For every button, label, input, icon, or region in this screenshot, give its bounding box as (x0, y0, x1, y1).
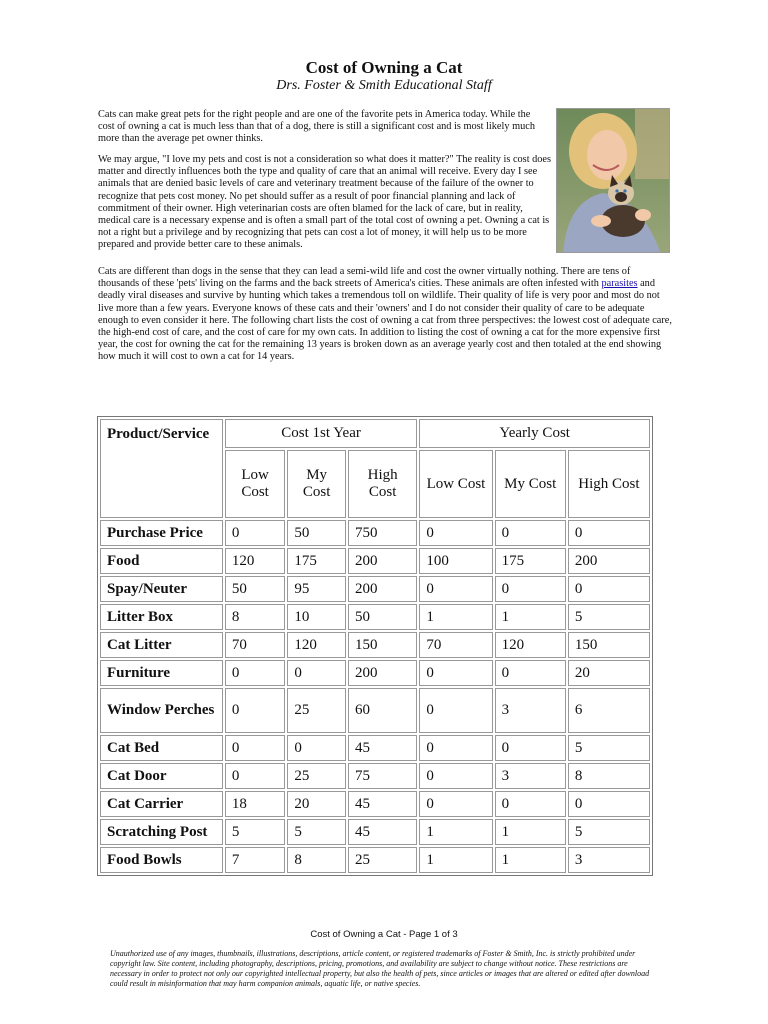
cost-cell: 0 (568, 791, 650, 817)
cost-cell: 0 (495, 735, 566, 761)
cost-cell: 750 (348, 520, 417, 546)
intro-paragraph: Cats can make great pets for the right people and are one of the favorite pets in America today. While the cost of owning a cat is much less than that of a dog, there is still a significant cost and is most likely much more than the average pet owner thinks. (98, 109, 535, 145)
cost-cell: 0 (495, 576, 566, 602)
cost-cell: 6 (568, 688, 650, 733)
cost-cell: 5 (568, 819, 650, 845)
cost-cell: 0 (419, 735, 492, 761)
woman-with-cat-photo (556, 108, 670, 253)
table-row (100, 819, 650, 845)
subheader-cell: High Cost (348, 450, 417, 518)
cost-cell: 50 (287, 520, 346, 546)
page-subtitle: Drs. Foster & Smith Educational Staff (276, 78, 492, 93)
cost-cell: 200 (348, 576, 417, 602)
table-row (100, 763, 650, 789)
row-label: Spay/Neuter (100, 576, 223, 602)
cost-cell: 25 (287, 688, 346, 733)
cost-cell: 150 (348, 632, 417, 658)
cost-cell: 8 (225, 604, 286, 630)
table-row (100, 632, 650, 658)
cost-cell: 5 (287, 819, 346, 845)
table-row (100, 576, 650, 602)
row-label: Cat Bed (100, 735, 223, 761)
cost-cell: 5 (568, 735, 650, 761)
cost-cell: 0 (495, 520, 566, 546)
subheader-cell: My Cost (495, 450, 566, 518)
cost-cell: 10 (287, 604, 346, 630)
cost-cell: 50 (225, 576, 286, 602)
table-header-product: Product/Service (100, 419, 223, 518)
cost-cell: 0 (568, 520, 650, 546)
cost-cell: 1 (495, 819, 566, 845)
row-label: Litter Box (100, 604, 223, 630)
cost-cell: 3 (495, 763, 566, 789)
table-row (100, 791, 650, 817)
row-label: Purchase Price (100, 520, 223, 546)
cost-cell: 8 (287, 847, 346, 873)
row-label: Scratching Post (100, 819, 223, 845)
cost-cell: 1 (419, 819, 492, 845)
cost-table (97, 416, 653, 876)
cost-cell: 1 (495, 847, 566, 873)
cost-cell: 0 (568, 576, 650, 602)
cost-cell: 0 (225, 688, 286, 733)
cost-cell: 175 (495, 548, 566, 574)
cost-cell: 20 (568, 660, 650, 686)
subheader-cell: Low Cost (225, 450, 286, 518)
cost-cell: 1 (419, 604, 492, 630)
cost-cell: 1 (419, 847, 492, 873)
paragraph-text-end: and deadly viral diseases and survive by hunting which takes a tremendous toll on wildlife. Their quality of life is very poor and most do not live more than a few years. Everyone knows of these cats and their 'owners' and I do not consider their quality of care to be adequate enough to even consider it here. The following chart lists the cost of owning a cat from three perspectives: the lowest cost of adequate care, the high-end cost of care, and the cost of care for my own cats. In addition to listing the cost of owning a cat for the more expensive first year, the cost for owning the cat for the remaining 13 years is broken down as an average yearly cost and then totaled at the end showing how much it will cost to own a cat for 14 years. (98, 278, 672, 363)
cost-cell: 8 (568, 763, 650, 789)
cost-cell: 70 (419, 632, 492, 658)
cost-cell: 25 (348, 847, 417, 873)
cost-cell: 175 (287, 548, 346, 574)
cost-cell: 0 (225, 763, 286, 789)
row-label: Cat Carrier (100, 791, 223, 817)
cost-cell: 0 (287, 660, 346, 686)
cost-cell: 0 (419, 520, 492, 546)
cost-cell: 25 (287, 763, 346, 789)
cost-cell: 1 (495, 604, 566, 630)
cost-cell: 5 (568, 604, 650, 630)
table-row (100, 735, 650, 761)
cost-cell: 0 (419, 576, 492, 602)
cost-cell: 0 (225, 735, 286, 761)
cost-reality-paragraph: We may argue, "I love my pets and cost is not a consideration so what does it matter?" The reality is cost does matter and directly influences both the type and quality of care that an animal will receive. Every day I see animals that are denied basic levels of care and veterinary treatment because of the failure of the owner to recognize that pets cost money. No pet should suffer as a result of poor financial planning and lack of commitment of their owner. High veterinarian costs are often blamed for the lack of care, but in reality, medical care is a necessary expense and is often a small part of the total cost of owning a pet. Owning a cat is not a right but a privilege and by recognizing that pets can cost a lot of money, it will help us to be more prepared and provide better care to these animals. (98, 154, 551, 251)
parasites-link[interactable]: parasites (601, 278, 638, 290)
table-row (100, 520, 650, 546)
table-header-yearly: Yearly Cost (419, 419, 650, 448)
row-label: Window Perches (100, 688, 223, 733)
subheader-cell: High Cost (568, 450, 650, 518)
photo-illustration (557, 109, 670, 253)
cost-cell: 120 (225, 548, 286, 574)
cost-cell: 18 (225, 791, 286, 817)
paragraph-text-start: Cats are different than dogs in the sense that they can lead a semi-wild life and cost the owner virtually nothing. There are tens of thousands of these 'pets' living on the farms and the back streets of America's cities. These animals are often infested with (98, 266, 631, 290)
row-label: Food Bowls (100, 847, 223, 873)
cost-cell: 100 (419, 548, 492, 574)
cost-cell: 0 (419, 763, 492, 789)
cost-cell: 45 (348, 819, 417, 845)
cost-cell: 70 (225, 632, 286, 658)
cost-cell: 0 (419, 791, 492, 817)
cost-cell: 0 (495, 660, 566, 686)
table-row (100, 847, 650, 873)
page-footer-number: Cost of Owning a Cat - Page 1 of 3 (310, 929, 458, 940)
cost-cell: 45 (348, 735, 417, 761)
cost-cell: 7 (225, 847, 286, 873)
row-label: Cat Litter (100, 632, 223, 658)
table-row (100, 660, 650, 686)
cost-cell: 0 (225, 660, 286, 686)
row-label: Cat Door (100, 763, 223, 789)
cost-cell: 200 (348, 548, 417, 574)
subheader-cell: My Cost (287, 450, 346, 518)
cost-cell: 120 (287, 632, 346, 658)
cost-cell: 95 (287, 576, 346, 602)
table-row (100, 688, 650, 733)
cost-cell: 20 (287, 791, 346, 817)
cost-cell: 45 (348, 791, 417, 817)
cost-cell: 75 (348, 763, 417, 789)
row-label: Food (100, 548, 223, 574)
table-row (100, 604, 650, 630)
cost-cell: 50 (348, 604, 417, 630)
cost-cell: 60 (348, 688, 417, 733)
cost-cell: 120 (495, 632, 566, 658)
cost-cell: 5 (225, 819, 286, 845)
table-header-first-year: Cost 1st Year (225, 419, 418, 448)
legal-notice: Unauthorized use of any images, thumbnails, illustrations, descriptions, article content, or registered trademarks of Foster & Smith, Inc. is strictly prohibited under copyright law. Site content, including photography, descriptions, pricing, promotions, and availability are subject to change without notice. These restrictions are necessary in order to protect not only our copyrighted intellectual property, but also the health of pets, since articles or images that are altered or edited after download could result in misinformation that may harm companion animals, aquatic life, or native species. (110, 949, 650, 988)
cost-cell: 0 (287, 735, 346, 761)
subheader-cell: Low Cost (419, 450, 492, 518)
row-label: Furniture (100, 660, 223, 686)
cost-cell: 200 (348, 660, 417, 686)
cats-vs-dogs-paragraph (98, 266, 672, 364)
cost-cell: 150 (568, 632, 650, 658)
cost-cell: 0 (419, 688, 492, 733)
cost-cell: 200 (568, 548, 650, 574)
cost-cell: 3 (568, 847, 650, 873)
cost-cell: 3 (495, 688, 566, 733)
table-row (100, 548, 650, 574)
cost-cell: 0 (419, 660, 492, 686)
cost-cell: 0 (495, 791, 566, 817)
cost-cell: 0 (225, 520, 286, 546)
page-title: Cost of Owning a Cat (305, 58, 463, 77)
